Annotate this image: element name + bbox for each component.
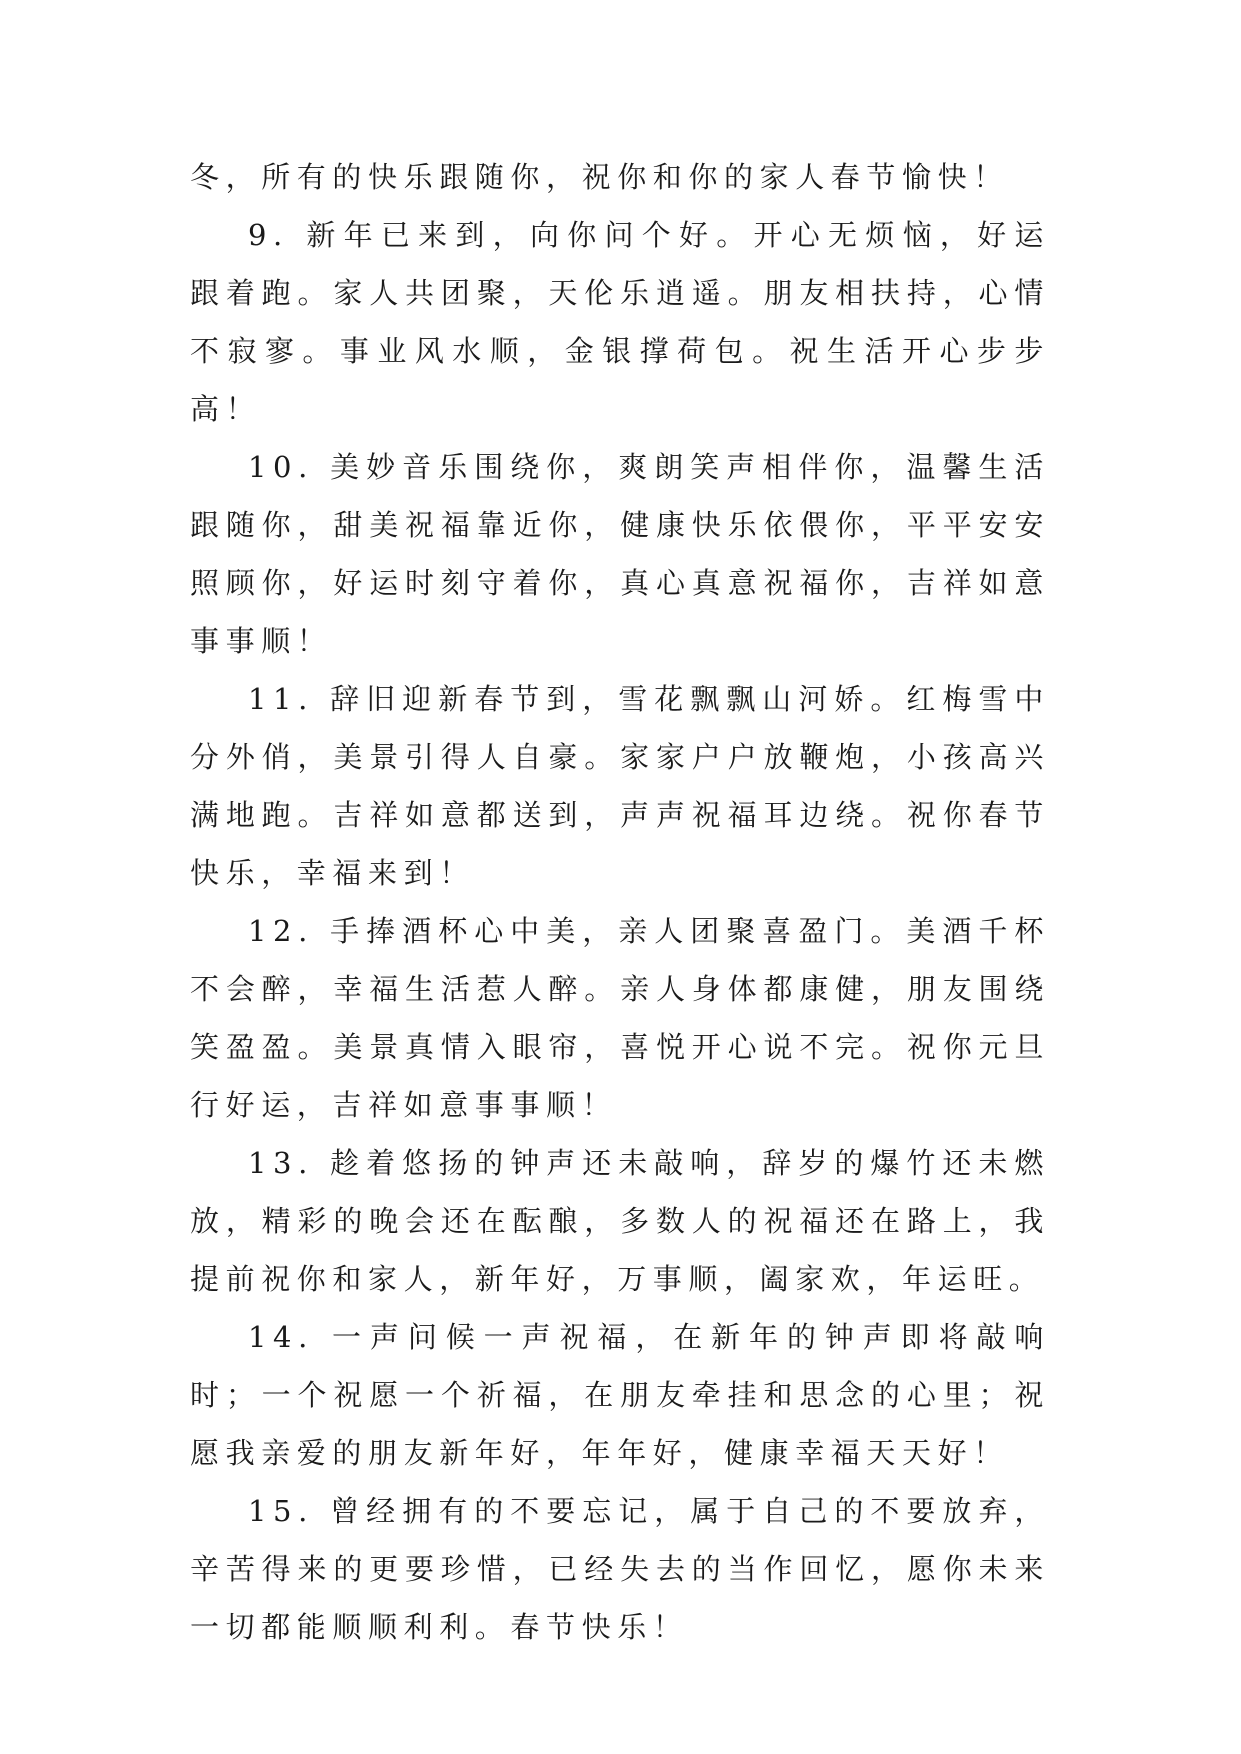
paragraph-15: 15. 曾经拥有的不要忘记，属于自己的不要放弃，辛苦得来的更要珍惜，已经失去的当作回忆，愿你未来一切都能顺顺利利。春节快乐！ [190,1494,1050,1644]
paragraph-12: 12. 手捧酒杯心中美，亲人团聚喜盈门。美酒千杯不会醉，幸福生活惹人醉。亲人身体都康健，朋友围绕笑盈盈。美景真情入眼帘，喜悦开心说不完。祝你元旦行好运，吉祥如意事事顺！ [190,914,1050,1122]
paragraph-8-continuation: 冬，所有的快乐跟随你，祝你和你的家人春节愉快！ [190,160,1009,194]
paragraph-13: 13. 趁着悠扬的钟声还未敲响，辞岁的爆竹还未燃放，精彩的晚会还在酝酿，多数人的祝福还在路上，我提前祝你和家人，新年好，万事顺，阖家欢，年运旺。 [190,1146,1050,1296]
paragraph-9: 9. 新年已来到，向你问个好。开心无烦恼，好运跟着跑。家人共团聚，天伦乐逍遥。朋友相扶持，心情不寂寥。事业风水顺，金银撑荷包。祝生活开心步步高！ [190,218,1050,426]
paragraph-10: 10. 美妙音乐围绕你，爽朗笑声相伴你，温馨生活跟随你，甜美祝福靠近你，健康快乐依偎你，平平安安照顾你，好运时刻守着你，真心真意祝福你，吉祥如意事事顺！ [190,450,1050,658]
document-body [190,148,1050,1656]
paragraph-14: 14. 一声问候一声祝福，在新年的钟声即将敲响时；一个祝愿一个祈福，在朋友牵挂和思念的心里；祝愿我亲爱的朋友新年好，年年好，健康幸福天天好！ [190,1320,1050,1470]
paragraph-11: 11. 辞旧迎新春节到，雪花飘飘山河娇。红梅雪中分外俏，美景引得人自豪。家家户户放鞭炮，小孩高兴满地跑。吉祥如意都送到，声声祝福耳边绕。祝你春节快乐，幸福来到！ [190,682,1050,890]
